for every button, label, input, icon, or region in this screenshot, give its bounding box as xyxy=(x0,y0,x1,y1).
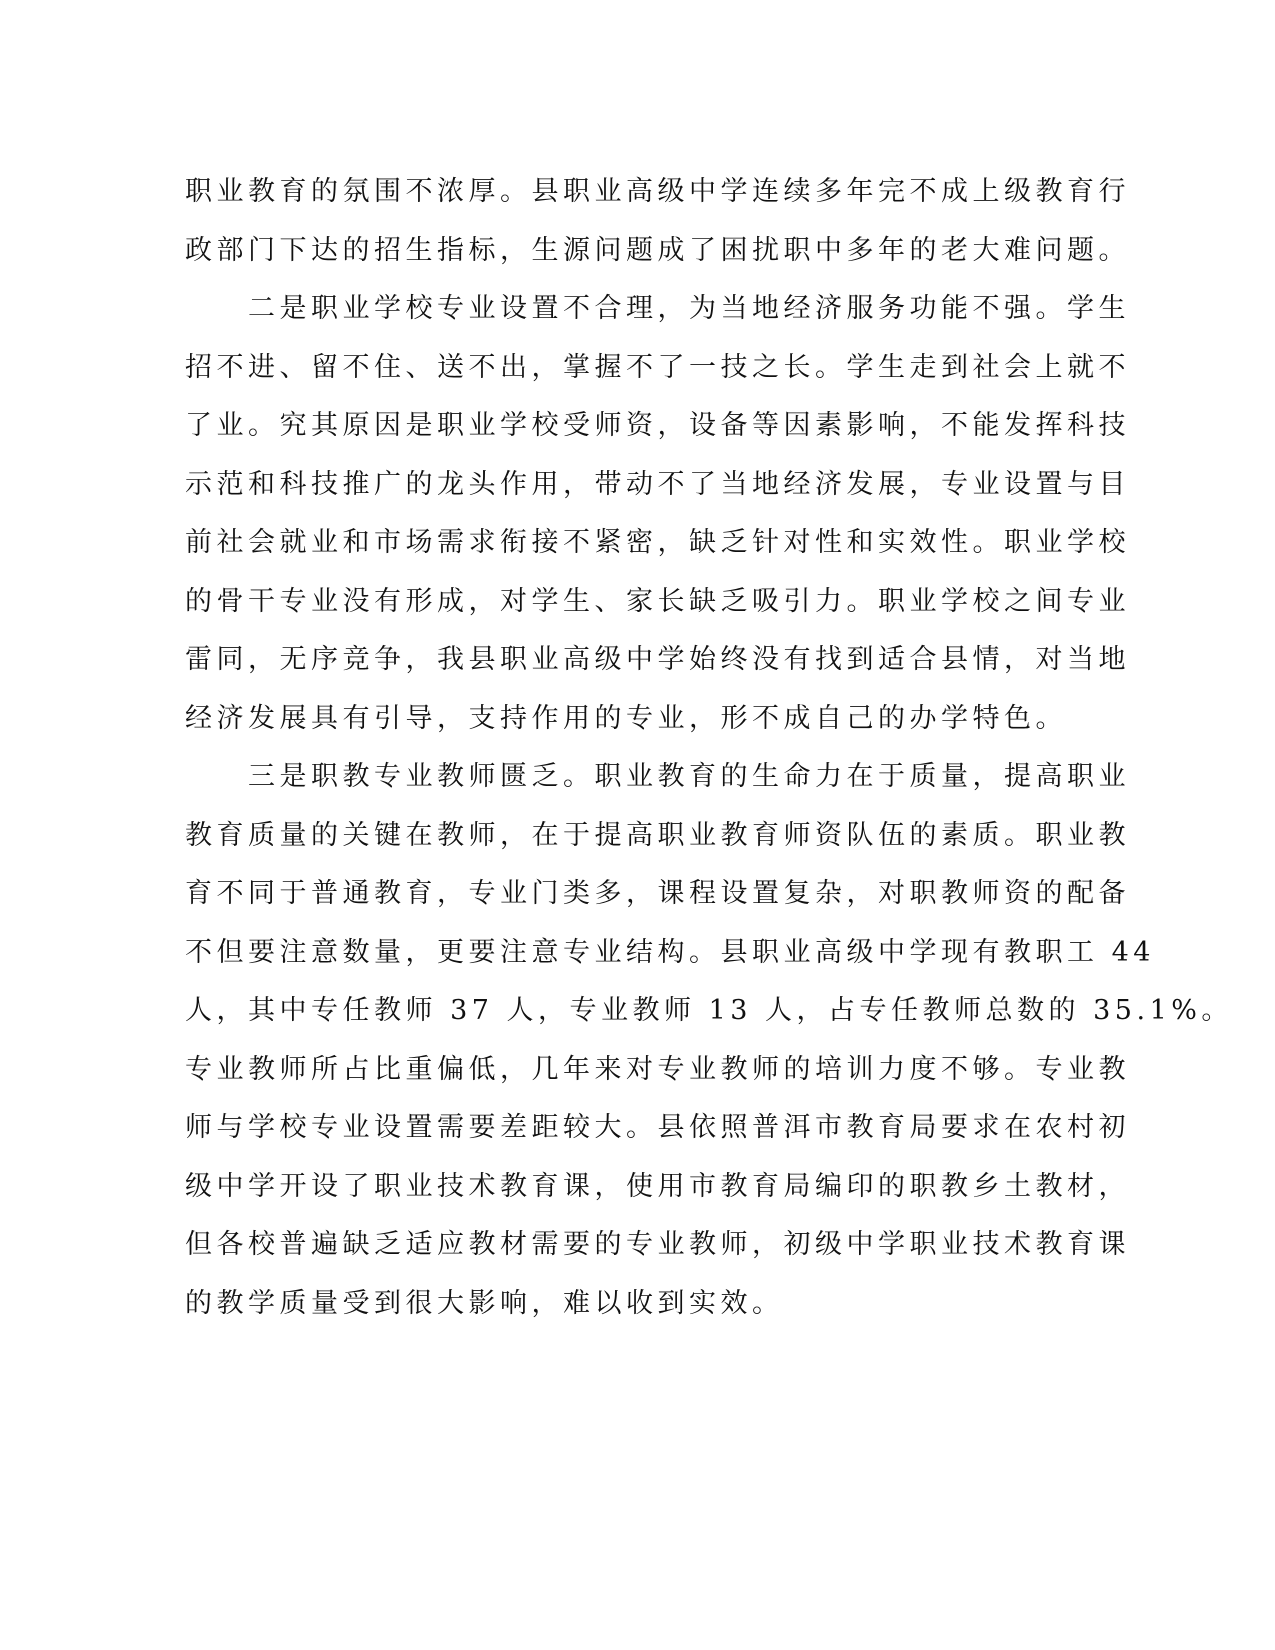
text-line: 育不同于普通教育，专业门类多，课程设置复杂，对职教师资的配备 xyxy=(185,878,1130,909)
text-line: 的教学质量受到很大影响，难以收到实效。 xyxy=(185,1287,784,1319)
text-line: 三是职教专业教师匮乏。职业教育的生命力在于质量，提高职业 xyxy=(185,761,1130,792)
text-line: 师与学校专业设置需要差距较大。县依照普洱市教育局要求在农村初 xyxy=(185,1112,1130,1143)
text-line: 雷同，无序竞争，我县职业高级中学始终没有找到适合县情，对当地 xyxy=(185,644,1130,675)
text-line: 不但要注意数量，更要注意专业结构。县职业高级中学现有教职工 44 xyxy=(185,936,1155,968)
paragraph-3 xyxy=(185,748,1245,1333)
text-line: 招不进、留不住、送不出，掌握不了一技之长。学生走到社会上就不 xyxy=(185,351,1130,383)
paragraph-2 xyxy=(185,280,1245,748)
text-line: 专业教师所占比重偏低，几年来对专业教师的培训力度不够。专业教 xyxy=(185,1053,1130,1085)
text-line: 人，其中专任教师 37 人，专业教师 13 人，占专任教师总数的 35.1%。 xyxy=(185,995,1233,1026)
text-line: 但各校普遍缺乏适应教材需要的专业教师，初级中学职业技术教育课 xyxy=(185,1229,1130,1260)
body-text xyxy=(185,163,1245,1333)
text-line: 的骨干专业没有形成，对学生、家长缺乏吸引力。职业学校之间专业 xyxy=(185,585,1130,617)
text-line: 级中学开设了职业技术教育课，使用市教育局编印的职教乡土教材， xyxy=(185,1170,1130,1202)
text-line: 前社会就业和市场需求衔接不紧密，缺乏针对性和实效性。职业学校 xyxy=(185,527,1130,558)
text-line: 政部门下达的招生指标，生源问题成了困扰职中多年的老大难问题。 xyxy=(185,234,1130,266)
text-line: 职业教育的氛围不浓厚。县职业高级中学连续多年完不成上级教育行 xyxy=(185,176,1130,207)
text-line: 二是职业学校专业设置不合理，为当地经济服务功能不强。学生 xyxy=(185,293,1130,324)
text-line: 示范和科技推广的龙头作用，带动不了当地经济发展，专业设置与目 xyxy=(185,468,1130,500)
text-line: 了业。究其原因是职业学校受师资，设备等因素影响，不能发挥科技 xyxy=(185,410,1130,441)
text-line: 经济发展具有引导，支持作用的专业，形不成自己的办学特色。 xyxy=(185,702,1067,734)
paragraph-1 xyxy=(185,163,1245,280)
text-line: 教育质量的关键在教师，在于提高职业教育师资队伍的素质。职业教 xyxy=(185,819,1130,851)
